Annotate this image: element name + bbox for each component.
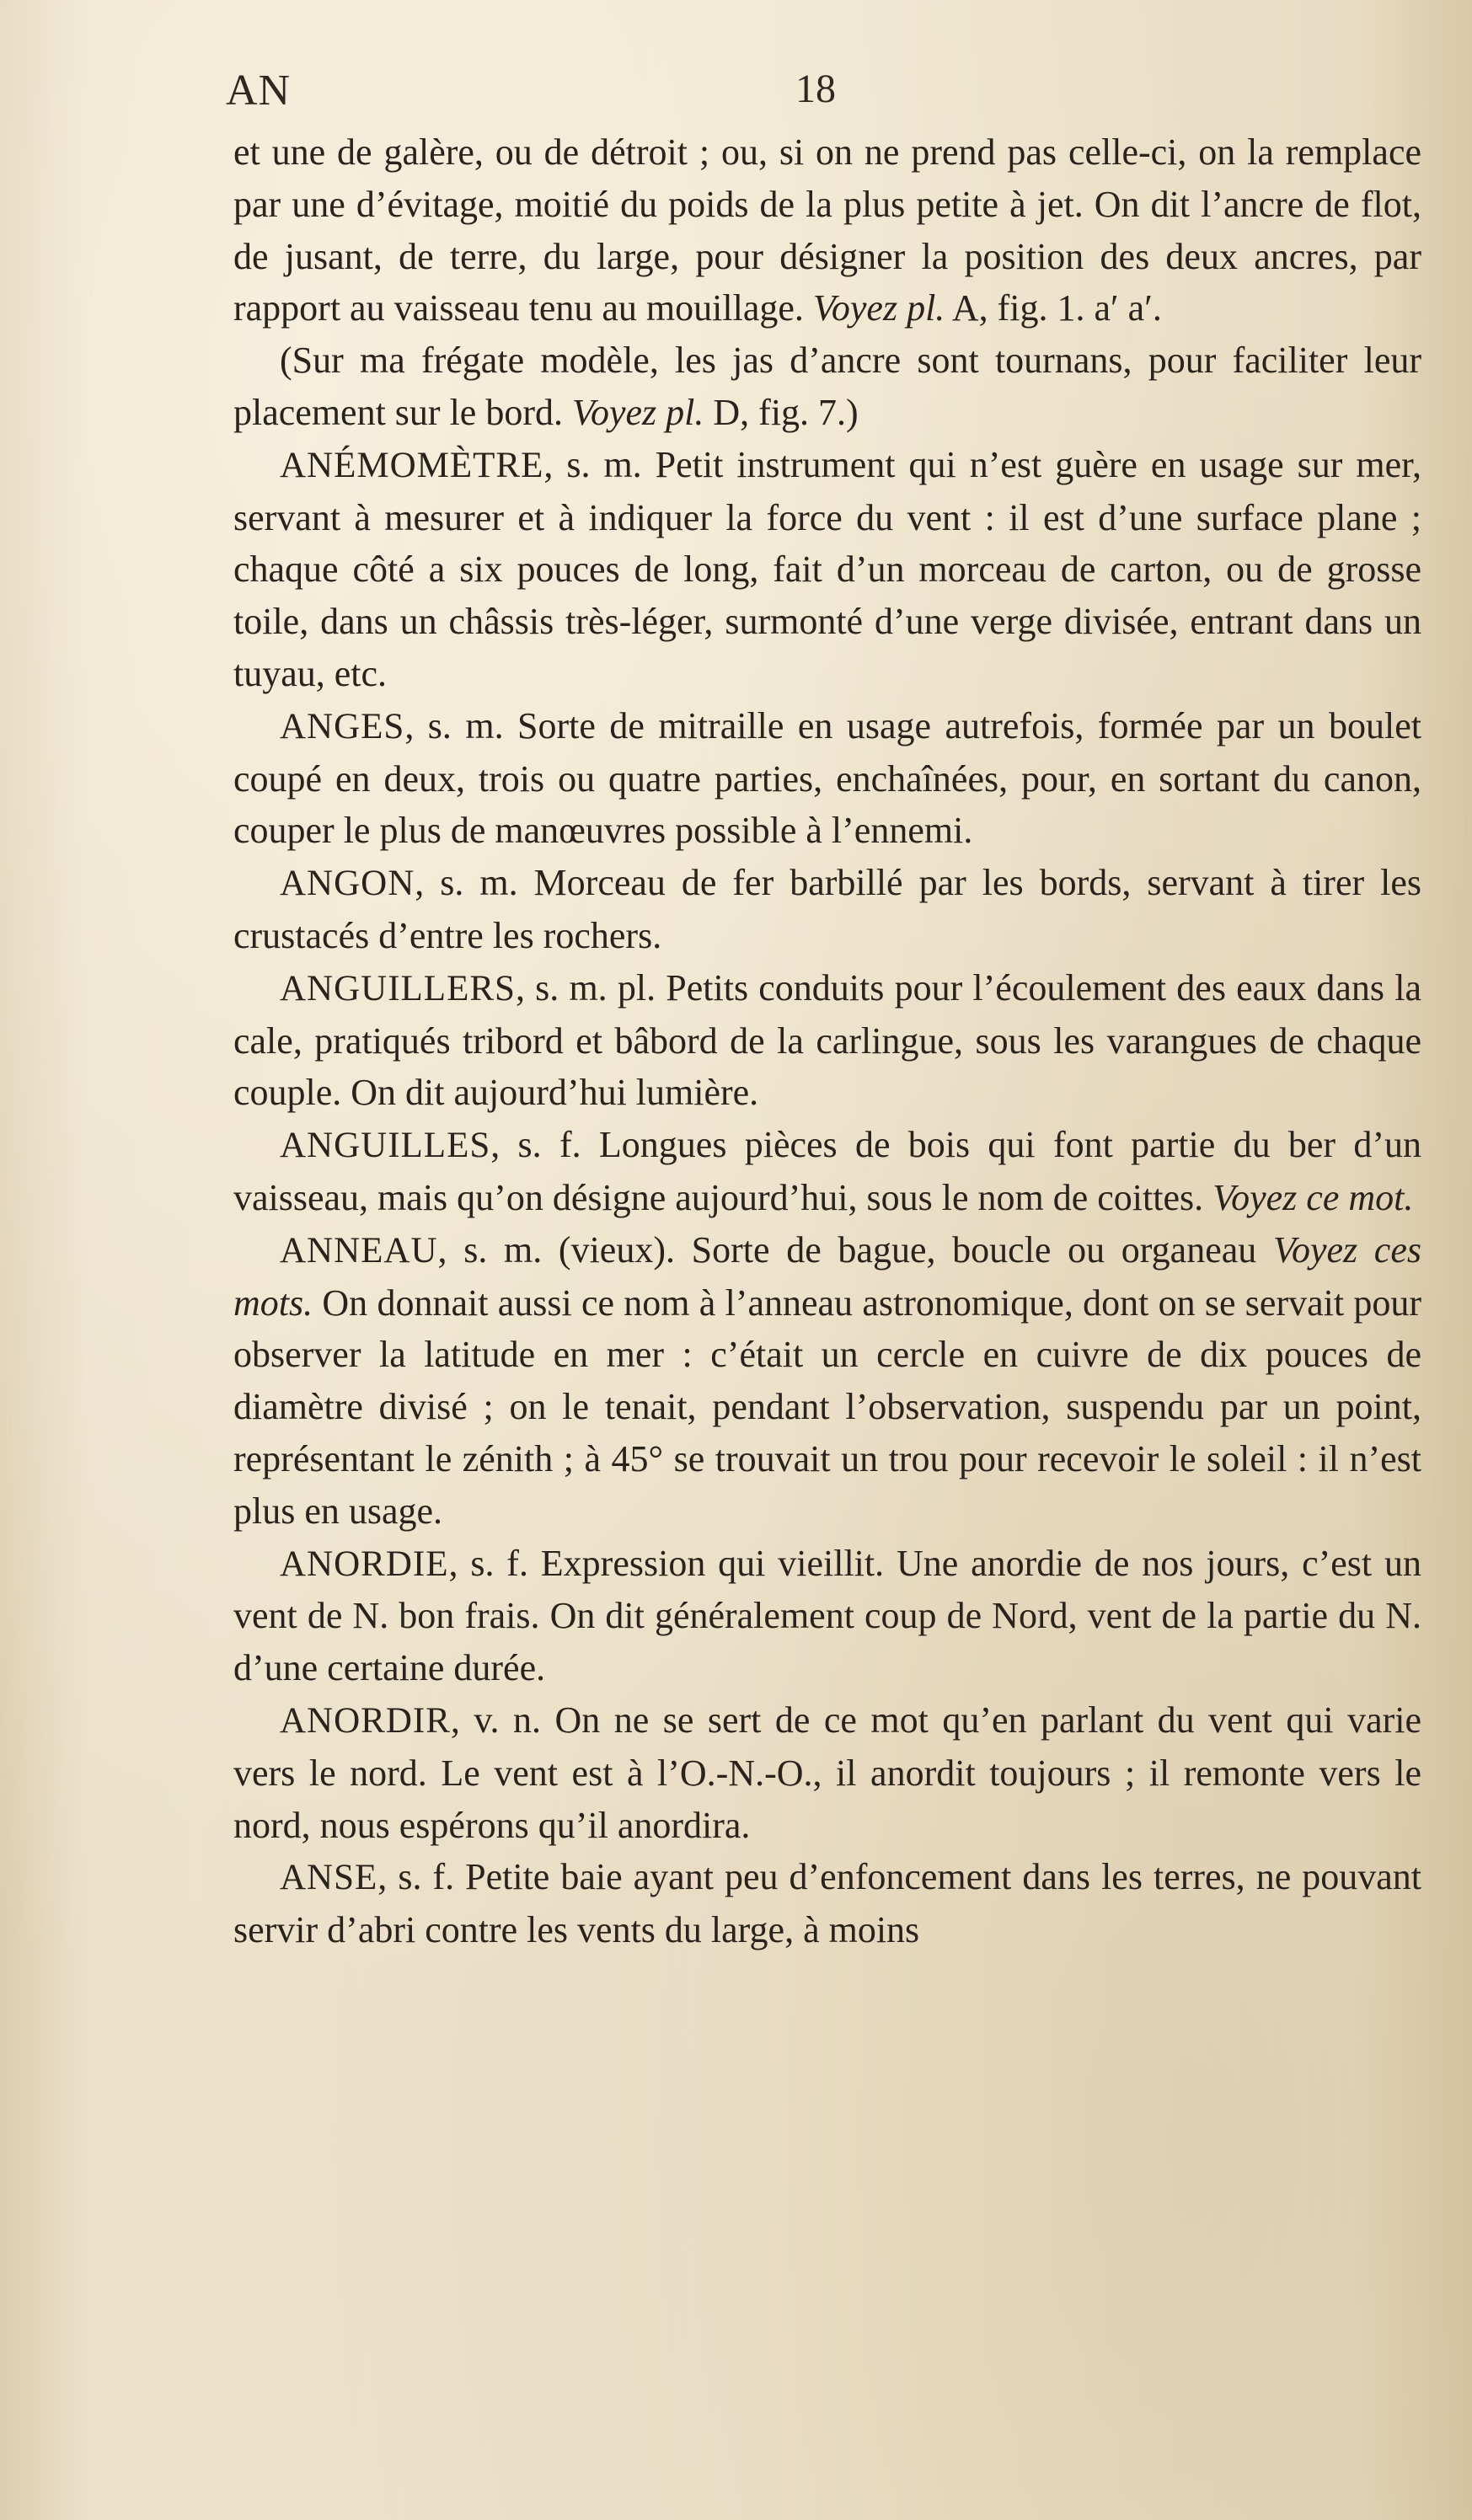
page-number: 18 — [795, 67, 836, 111]
entry-anges: ANGES, s. m. Sorte de mitraille en usage autrefois, formée par un boulet coupé en deux, trois ou quatre parties, enchaînées, pour, en sortant du canon, couper le plus de manœuvres possible à l’ennemi. — [233, 704, 1421, 852]
entry-anordie: ANORDIE, s. f. Expression qui vieillit. Une anordie de nos jours, c’est un vent de N. bon frais. On dit généralement coup de Nord, vent de la partie du N. d’une certaine durée. — [233, 1542, 1421, 1689]
headword: ANÉMOMÈTRE — [280, 445, 544, 485]
running-head: AN — [226, 67, 292, 115]
cross-reference: Voyez ces mots. — [233, 1228, 1421, 1324]
headword: ANSE — [280, 1858, 378, 1898]
headword: ANORDIR — [280, 1700, 451, 1741]
entry-anemometre: ANÉMOMÈTRE, s. m. Petit instrument qui n’est guère en usage sur mer, servant à mesurer et à indiquer la force du vent : il est d’une surface plane ; chaque côté a six pouces de long, fait d’un morceau de carton, ou de grosse toile, dans un châssis très-léger, surmonté d’une verge divisée, entrant dans un tuyau, etc. — [233, 443, 1421, 694]
headword: ANGON — [280, 864, 415, 904]
headword: ANNEAU — [280, 1230, 438, 1271]
headword: ANGUILLES — [280, 1126, 491, 1166]
cross-reference: Voyez ce mot. — [1212, 1176, 1414, 1218]
entry-anordir: ANORDIR, v. n. On ne se sert de ce mot qu’en parlant du vent qui varie vers le nord. Le vent est à l’O.-N.-O., il anordit toujours ; il remonte vers le nord, nous espérons qu’il anordira. — [233, 1699, 1421, 1846]
dictionary-text — [233, 126, 1421, 1956]
headword: ANGES — [280, 706, 405, 746]
headword: ANGUILLERS — [280, 968, 516, 1009]
entry-anguilles: ANGUILLES, s. f. Longues pièces de bois qui font partie du ber d’un vaisseau, mais qu’on désigne aujourd’hui, sous le nom de coittes. Voyez ce mot. — [233, 1124, 1421, 1218]
entry-continuation: et une de galère, ou de détroit ; ou, si on ne prend pas celle-ci, on la remplace par une d’évitage, moitié du poids de la plus petite à jet. On dit l’ancre de flot, de jusant, de terre, du large, pour désigner la position des deux ancres, par rapport au vaisseau tenu au mouillage. Voyez pl. A, fig. 1. a′ a′. — [233, 131, 1421, 329]
entry-anneau: ANNEAU, s. m. (vieux). Sorte de bague, boucle ou organeau Voyez ces mots. On donnait aussi ce nom à l’anneau astronomique, dont on se servait pour observer la latitude en mer : c’était un cercle en cuivre de dix pouces de diamètre divisé ; on le tenait, pendant l’observation, suspendu par un point, représentant le zénith ; à 45° se trouvait un trou pour recevoir le soleil : il n’est plus en usage. — [233, 1228, 1421, 1532]
entry-anguillers: ANGUILLERS, s. m. pl. Petits conduits pour l’écoulement des eaux dans la cale, pratiqués tribord et bâbord de la carlingue, sous les varangues de chaque couple. On dit aujourd’hui lumière. — [233, 966, 1421, 1114]
headword: ANORDIE — [280, 1544, 449, 1584]
entry-note: (Sur ma frégate modèle, les jas d’ancre sont tournans, pour faciliter leur placement sur le bord. Voyez pl. D, fig. 7.) — [233, 340, 1421, 433]
cross-reference: Voyez pl. — [571, 391, 704, 433]
entry-angon: ANGON, s. m. Morceau de fer barbillé par les bords, servant à tirer les crustacés d’entre les rochers. — [233, 862, 1421, 956]
cross-reference: Voyez pl. — [812, 287, 945, 329]
entry-anse: ANSE, s. f. Petite baie ayant peu d’enfoncement dans les terres, ne pouvant servir d’abri contre les vents du large, à moins — [233, 1856, 1421, 1951]
